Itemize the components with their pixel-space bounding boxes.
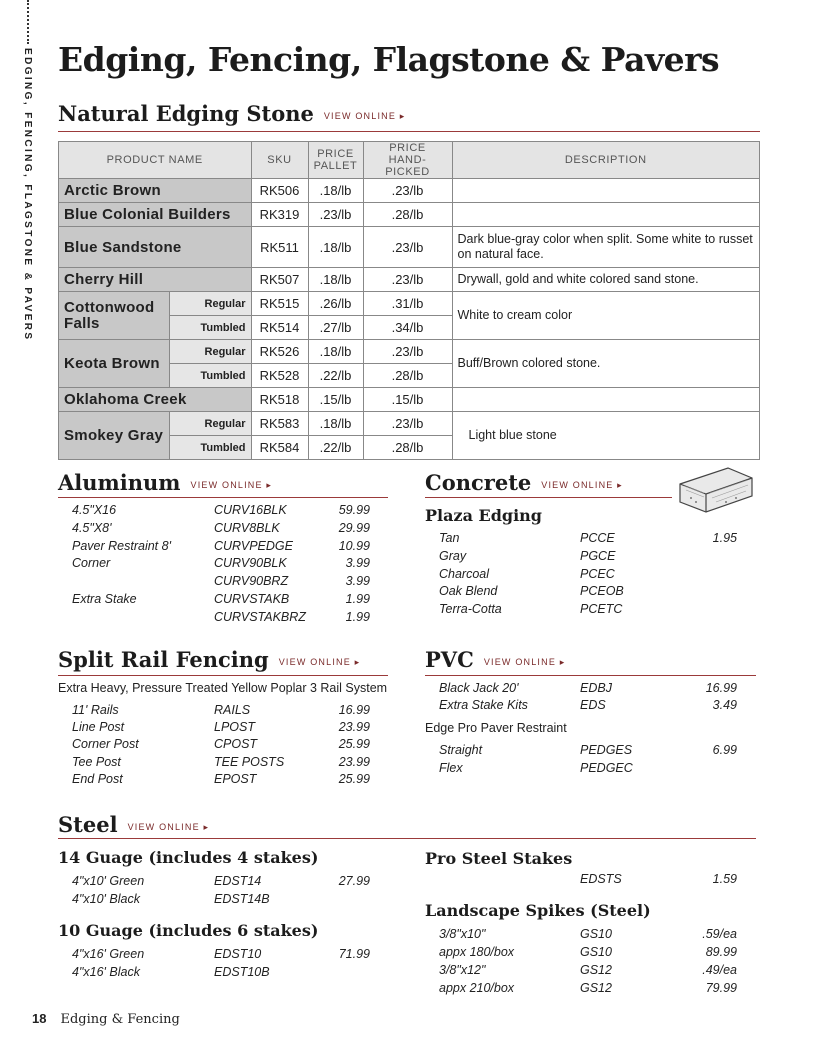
item-name: Terra-Cotta: [439, 602, 502, 617]
table-row: [59, 179, 760, 203]
item-name: 3/8"x12": [439, 963, 486, 977]
item-name: Extra Stake Kits: [439, 697, 528, 712]
item-name: 4"x10' Green: [72, 874, 145, 888]
item-name: 4"x10' Black: [72, 891, 140, 906]
item-price: 16.99: [705, 681, 737, 695]
price-hand: .28/lb: [363, 436, 452, 460]
item-price: 23.99: [338, 754, 370, 769]
price-pallet: .23/lb: [308, 203, 363, 227]
price-pallet: .18/lb: [308, 340, 363, 364]
natural-title: Natural Edging Stone: [58, 101, 314, 126]
description: [452, 179, 760, 203]
steel-rule: [58, 838, 756, 839]
sku: RK514: [251, 316, 308, 340]
price-pallet: .18/lb: [308, 268, 363, 292]
concrete-edging-block-image: [676, 462, 756, 516]
item-sku: EDST14: [214, 874, 262, 888]
natural-header: [58, 101, 406, 126]
item-name: Corner: [72, 556, 111, 571]
edge-pro-note: Edge Pro Paver Restraint: [425, 721, 567, 735]
item-name: End Post: [72, 771, 123, 786]
pvc-view-online-link[interactable]: VIEW ONLINE ▸: [483, 657, 566, 668]
sku: RK507: [251, 268, 308, 292]
item-name: Straight: [439, 743, 483, 757]
landscape-spikes-title: Landscape Spikes (Steel): [425, 901, 651, 920]
item-name: appx 210/box: [439, 981, 515, 995]
table-row: [59, 340, 760, 364]
price-pallet: .26/lb: [308, 292, 363, 316]
price-hand: .15/lb: [363, 388, 452, 412]
description: Drywall, gold and white colored sand stone.: [452, 268, 760, 292]
item-sku: EDS: [580, 697, 606, 712]
sku: RK511: [251, 227, 308, 268]
item-price: 79.99: [705, 981, 737, 995]
natural-view-online-link[interactable]: VIEW ONLINE ▸: [323, 111, 406, 122]
steel-10-gauge-title: 10 Guage (includes 6 stakes): [58, 921, 319, 940]
price-pallet: .22/lb: [308, 364, 363, 388]
product-name: Cottonwood Falls: [59, 292, 170, 340]
item-price: 25.99: [338, 771, 370, 786]
sku: RK526: [251, 340, 308, 364]
price-pallet: .18/lb: [308, 227, 363, 268]
item-price: .59/ea: [702, 927, 737, 941]
item-price: 1.59: [712, 872, 737, 886]
item-sku: RAILS: [214, 703, 251, 717]
table-row: [59, 227, 760, 268]
page-number: 18: [32, 1011, 47, 1026]
variant-label: Tumbled: [170, 316, 252, 340]
price-pallet: .15/lb: [308, 388, 363, 412]
side-tab-label: EDGING, FENCING, FLAGSTONE & PAVERS: [22, 48, 33, 342]
item-name: appx 180/box: [439, 945, 515, 959]
product-name: Cherry Hill: [59, 268, 252, 292]
natural-stone-table: [58, 141, 760, 460]
col-price-pallet-line2: PALLET: [313, 160, 358, 172]
sku: RK583: [251, 412, 308, 436]
variant-label: Tumbled: [170, 364, 252, 388]
item-name: 3/8"x10": [439, 927, 486, 941]
natural-rule: [58, 131, 760, 132]
item-sku: EDST14B: [214, 891, 270, 906]
variant-label: Regular: [170, 292, 252, 316]
item-price: 71.99: [338, 947, 370, 961]
price-hand: .23/lb: [363, 179, 452, 203]
col-product-name: PRODUCT NAME: [59, 142, 252, 179]
item-name: Oak Blend: [439, 584, 498, 599]
concrete-header: [425, 470, 623, 495]
item-sku: PCCE: [580, 531, 615, 545]
product-name: Blue Colonial Builders: [59, 203, 252, 227]
item-price: 23.99: [338, 720, 370, 735]
item-sku: PCEC: [580, 566, 615, 581]
description: Dark blue-gray color when split. Some white to russet on natural face.: [452, 227, 760, 268]
item-sku: PEDGEC: [580, 760, 633, 775]
sku: RK515: [251, 292, 308, 316]
concrete-view-online-link[interactable]: VIEW ONLINE ▸: [541, 480, 623, 491]
plaza-edging-title: Plaza Edging: [425, 506, 542, 525]
item-sku: GS10: [580, 927, 612, 941]
price-hand: .23/lb: [363, 340, 452, 364]
item-name: Paver Restraint 8': [72, 538, 171, 553]
item-name: Flex: [439, 760, 463, 775]
item-price: 59.99: [338, 503, 370, 517]
item-sku: CPOST: [214, 737, 258, 752]
description: Buff/Brown colored stone.: [452, 340, 760, 388]
table-row: [59, 203, 760, 227]
item-price: 6.99: [712, 743, 737, 757]
item-sku: GS12: [580, 981, 612, 995]
sku: RK319: [251, 203, 308, 227]
variant-label: Regular: [170, 412, 252, 436]
item-sku: PCEOB: [580, 584, 624, 599]
item-sku: GS12: [580, 963, 612, 977]
description: Light blue stone: [452, 412, 760, 460]
pvc-title: PVC: [425, 647, 474, 672]
aluminum-view-online-link[interactable]: VIEW ONLINE ▸: [190, 480, 273, 491]
price-hand: .34/lb: [363, 316, 452, 340]
item-name: Tee Post: [72, 754, 121, 769]
col-price-pallet-line1: PRICE: [317, 148, 354, 160]
split-rail-header: [58, 647, 360, 672]
item-sku: CURV16BLK: [214, 503, 287, 517]
product-name: Arctic Brown: [59, 179, 252, 203]
price-hand: .28/lb: [363, 203, 452, 227]
item-sku: CURVSTAKBRZ: [214, 609, 306, 624]
item-price: 89.99: [705, 945, 737, 959]
item-sku: CURVPEDGE: [214, 538, 293, 553]
col-price-hand-line2: HAND-PICKED: [385, 154, 430, 178]
variant-label: Regular: [170, 340, 252, 364]
steel-title: Steel: [58, 812, 118, 837]
item-name: 11' Rails: [72, 703, 119, 717]
price-pallet: .18/lb: [308, 412, 363, 436]
item-price: 1.99: [345, 592, 370, 606]
sku: RK506: [251, 179, 308, 203]
split-rail-title: Split Rail Fencing: [58, 647, 269, 672]
description: [452, 203, 760, 227]
item-price: .49/ea: [702, 963, 737, 977]
item-price: 10.99: [338, 538, 370, 553]
description: [452, 388, 760, 412]
pro-steel-stakes-title: Pro Steel Stakes: [425, 849, 573, 868]
item-sku: CURV90BRZ: [214, 574, 289, 589]
item-sku: PGCE: [580, 548, 616, 563]
item-name: Line Post: [72, 720, 125, 735]
col-sku: SKU: [251, 142, 308, 179]
item-price: 25.99: [338, 737, 370, 752]
steel-view-online-link[interactable]: VIEW ONLINE ▸: [127, 822, 210, 833]
item-price: 1.95: [712, 531, 737, 545]
col-price-pallet: [308, 142, 363, 179]
pvc-rule: [425, 675, 756, 676]
aluminum-title: Aluminum: [58, 470, 181, 495]
item-name: 4.5"X16: [72, 503, 117, 517]
item-name: 4.5"X8': [72, 520, 112, 535]
item-name: Corner Post: [72, 737, 139, 752]
product-name: Keota Brown: [59, 340, 170, 388]
description: White to cream color: [452, 292, 760, 340]
item-name: 4"x16' Green: [72, 947, 145, 961]
split-rail-rule: [58, 675, 388, 676]
price-hand: .23/lb: [363, 412, 452, 436]
item-price: 27.99: [338, 874, 370, 888]
item-name: Tan: [439, 531, 460, 545]
item-price: 3.49: [712, 697, 737, 712]
item-name: 4"x16' Black: [72, 964, 140, 979]
price-hand: .23/lb: [363, 227, 452, 268]
item-sku: EDSTS: [580, 872, 622, 886]
table-row: [59, 268, 760, 292]
price-pallet: .22/lb: [308, 436, 363, 460]
item-name: Gray: [439, 548, 467, 563]
item-price: 29.99: [338, 520, 370, 535]
col-price-hand-line1: PRICE: [389, 142, 426, 154]
product-name: Smokey Gray: [59, 412, 170, 460]
sku: RK518: [251, 388, 308, 412]
product-name: Blue Sandstone: [59, 227, 252, 268]
col-description: DESCRIPTION: [452, 142, 760, 179]
aluminum-header: [58, 470, 272, 495]
table-header-row: [59, 142, 760, 179]
price-pallet: .18/lb: [308, 179, 363, 203]
variant-label: Tumbled: [170, 436, 252, 460]
product-name: Oklahoma Creek: [59, 388, 252, 412]
item-sku: CURV90BLK: [214, 556, 287, 571]
price-hand: .31/lb: [363, 292, 452, 316]
item-price: 1.99: [345, 609, 370, 624]
sku: RK528: [251, 364, 308, 388]
pvc-header: [425, 647, 565, 672]
split-rail-view-online-link[interactable]: VIEW ONLINE ▸: [278, 657, 361, 668]
item-name: Black Jack 20': [439, 681, 519, 695]
concrete-rule: [425, 497, 672, 498]
item-sku: LPOST: [214, 720, 255, 735]
price-hand: .23/lb: [363, 268, 452, 292]
item-price: 3.99: [345, 574, 370, 589]
item-sku: CURVSTAKB: [214, 592, 290, 606]
page-title: Edging, Fencing, Flagstone & Pavers: [58, 40, 720, 79]
item-sku: EDBJ: [580, 681, 612, 695]
col-price-hand: [363, 142, 452, 179]
split-rail-note: Extra Heavy, Pressure Treated Yellow Poplar 3 Rail System: [58, 681, 388, 695]
item-sku: PEDGES: [580, 743, 633, 757]
sku: RK584: [251, 436, 308, 460]
item-sku: EPOST: [214, 771, 257, 786]
item-name: Charcoal: [439, 566, 490, 581]
table-row: [59, 388, 760, 412]
side-tab-dots: [27, 0, 29, 44]
item-sku: GS10: [580, 945, 612, 959]
aluminum-rule: [58, 497, 388, 498]
item-sku: EDST10B: [214, 964, 270, 979]
steel-header: [58, 812, 209, 837]
table-row: [59, 292, 760, 316]
item-name: Extra Stake: [72, 592, 137, 606]
price-pallet: .27/lb: [308, 316, 363, 340]
concrete-title: Concrete: [425, 470, 532, 495]
item-sku: PCETC: [580, 602, 623, 617]
footer-section-name: Edging & Fencing: [60, 1012, 180, 1027]
item-price: 3.99: [345, 556, 370, 571]
footer: [32, 1011, 180, 1027]
price-hand: .28/lb: [363, 364, 452, 388]
item-price: 16.99: [338, 703, 370, 717]
table-row: [59, 412, 760, 436]
item-sku: TEE POSTS: [214, 754, 285, 769]
steel-14-gauge-title: 14 Guage (includes 4 stakes): [58, 848, 319, 867]
item-sku: CURV8BLK: [214, 520, 280, 535]
item-sku: EDST10: [214, 947, 262, 961]
